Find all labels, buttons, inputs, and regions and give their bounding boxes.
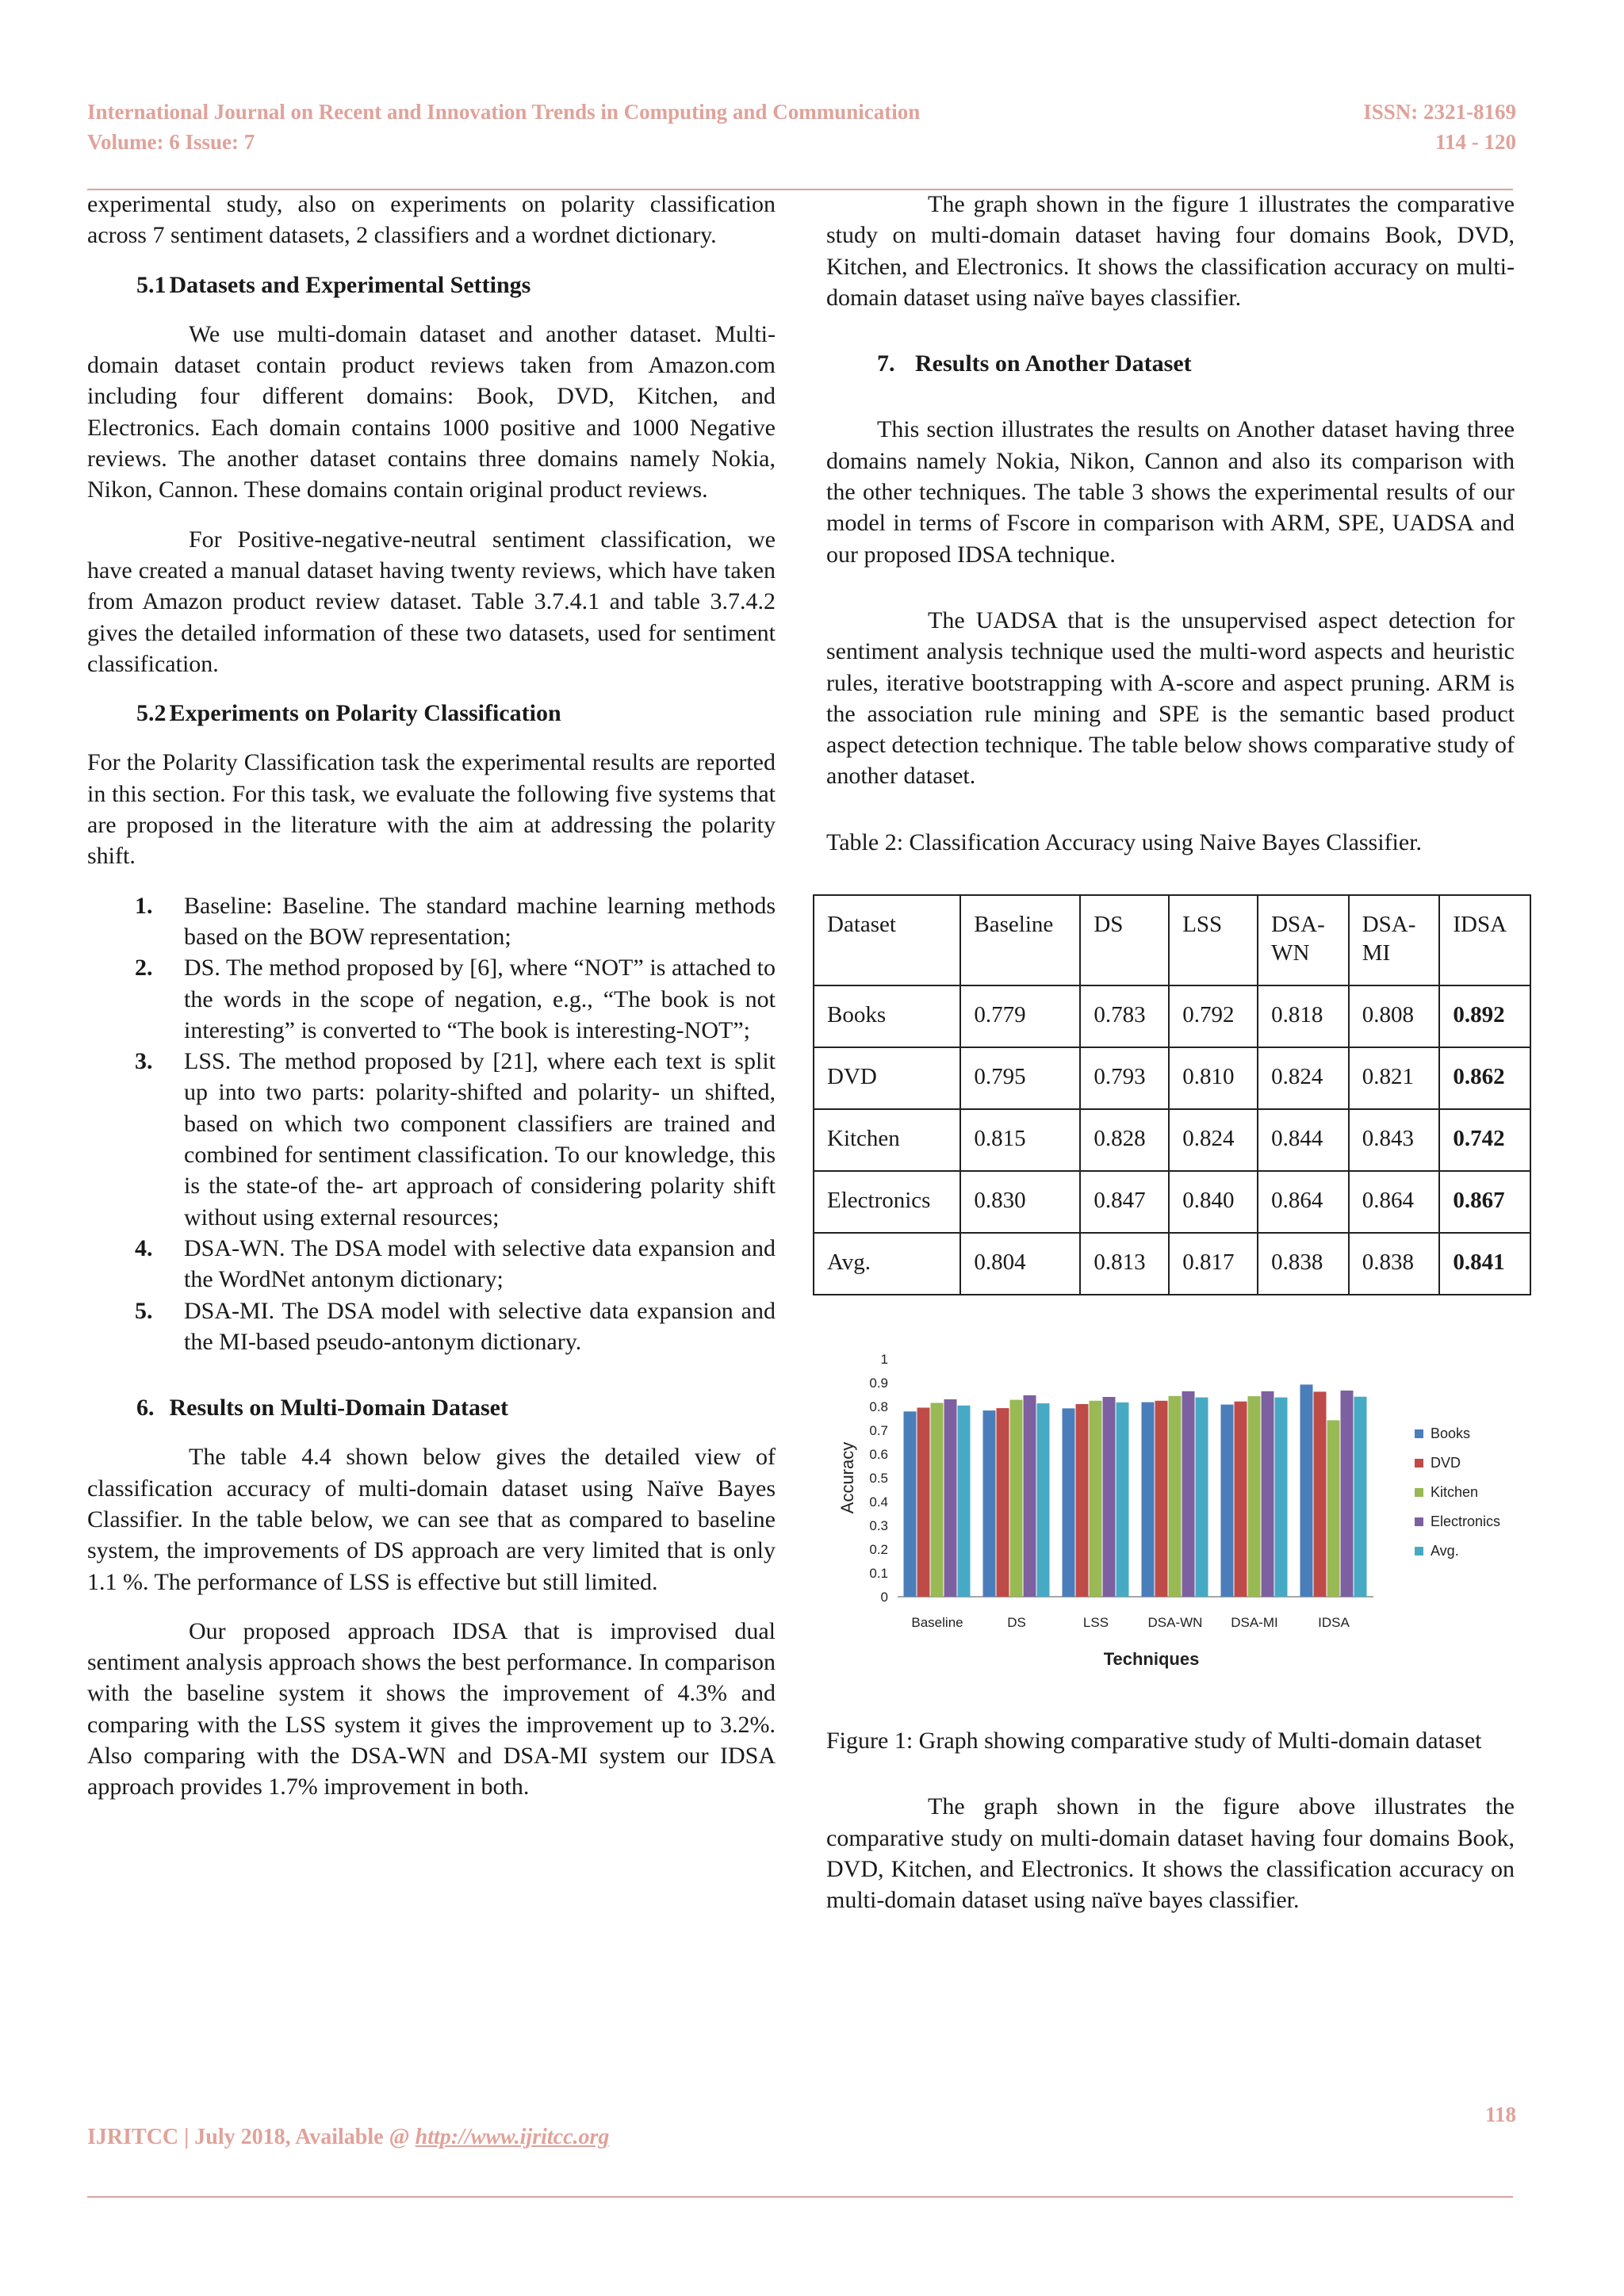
table-cell: 0.795 bbox=[960, 1047, 1080, 1109]
journal-link[interactable]: http://www.ijritcc.org bbox=[415, 2125, 610, 2149]
x-axis-title: Techniques bbox=[1103, 1649, 1200, 1670]
legend-label: Books bbox=[1431, 1425, 1471, 1442]
y-tick-label: 0.3 bbox=[869, 1518, 888, 1534]
bar-avg-idsa bbox=[1354, 1397, 1367, 1597]
bar-kitchen-dsawn bbox=[1169, 1396, 1182, 1597]
table-cell: 0.818 bbox=[1258, 985, 1349, 1047]
table-cell: 0.841 bbox=[1439, 1233, 1530, 1295]
table-cell: Electronics bbox=[814, 1171, 960, 1233]
page-header-left bbox=[87, 97, 920, 157]
bar-electronics-dsawn bbox=[1182, 1391, 1195, 1597]
legend-label: Electronics bbox=[1431, 1513, 1501, 1530]
table-cell: 0.815 bbox=[960, 1109, 1080, 1171]
intro-paragraph: experimental study, also on experiments on polarity classification across 7 sentiment datasets, 2 classifiers and a wordnet dictionary. bbox=[87, 191, 776, 249]
y-tick-label: 0.6 bbox=[869, 1447, 888, 1463]
bar-books-idsa bbox=[1300, 1384, 1313, 1597]
manual-dataset-paragraph: For Positive-negative-neutral sentiment classification, we have created a manual dataset having twenty reviews, which have taken from Amazon product review dataset. Table 3.7.4.1 and table 3.7.4.2 gives the detailed information of these two datasets, used for sentiment classification. bbox=[87, 526, 776, 677]
right-column bbox=[826, 189, 1515, 1916]
table-cell: 0.810 bbox=[1169, 1047, 1258, 1109]
graph-description-1: The graph shown in the figure 1 illustrates the comparative study on multi-domain dataset having four domains Book, DVD, Kitchen, and Electronics. It shows the classification accuracy on multi-domain dataset using naïve bayes classifier. bbox=[826, 191, 1515, 311]
table-cell: Kitchen bbox=[814, 1109, 960, 1171]
bar-dvd-ds bbox=[997, 1408, 1009, 1597]
y-tick-label: 1 bbox=[880, 1352, 888, 1368]
left-column bbox=[87, 189, 776, 1803]
table-header-cell: DS bbox=[1080, 895, 1169, 985]
x-tick-label: Baseline bbox=[911, 1615, 963, 1631]
legend-label: Avg. bbox=[1431, 1543, 1459, 1559]
table-cell: 0.843 bbox=[1349, 1109, 1440, 1171]
legend-swatch bbox=[1415, 1459, 1423, 1468]
table-row bbox=[814, 1047, 1530, 1109]
section-7-heading: 7. Results on Another Dataset bbox=[877, 350, 1192, 377]
legend-swatch bbox=[1415, 1547, 1423, 1556]
table-header-row bbox=[814, 895, 1530, 985]
journal-title: International Journal on Recent and Innovation Trends in Computing and Communication bbox=[87, 100, 921, 124]
list-item: 2. DS. The method proposed by [6], where “NOT” is attached to the words in the scope of negation, e.g., “The book is not interesting” is converted to “The book is interesting-NOT”; bbox=[135, 955, 776, 1043]
table-cell: 0.821 bbox=[1349, 1047, 1440, 1109]
table-row bbox=[814, 1171, 1530, 1233]
bar-dvd-baseline bbox=[917, 1408, 930, 1598]
bar-dvd-lss bbox=[1076, 1404, 1089, 1597]
y-tick-label: 0.1 bbox=[869, 1566, 888, 1582]
bar-avg-dsawn bbox=[1196, 1398, 1208, 1597]
table-caption: Table 2: Classification Accuracy using Naive Bayes Classifier. bbox=[826, 828, 1423, 855]
table-cell: 0.838 bbox=[1258, 1233, 1349, 1295]
table-header-cell: IDSA bbox=[1439, 895, 1530, 985]
table-cell: 0.813 bbox=[1080, 1233, 1169, 1295]
table-cell: 0.867 bbox=[1439, 1171, 1530, 1233]
table-cell: 0.840 bbox=[1169, 1171, 1258, 1233]
table-row bbox=[814, 985, 1530, 1047]
list-item: 4. DSA-WN. The DSA model with selective data expansion and the WordNet antonym dictionary; bbox=[135, 1234, 776, 1293]
table-cell: 0.824 bbox=[1169, 1109, 1258, 1171]
table-row bbox=[814, 1233, 1530, 1295]
table-cell: 0.838 bbox=[1349, 1233, 1440, 1295]
another-dataset-paragraph: This section illustrates the results on Another dataset having three domains namely Nokia, Nikon, Cannon and also its comparison with the other techniques. The table 3 shows the experimental results of our model in terms of Fscore in comparison with ARM, SPE, UADSA and our proposed IDSA technique. bbox=[826, 416, 1515, 568]
systems-list bbox=[87, 890, 776, 1357]
bar-avg-ds bbox=[1037, 1403, 1050, 1597]
table-cell: 0.864 bbox=[1349, 1171, 1440, 1233]
table-cell: 0.847 bbox=[1080, 1171, 1169, 1233]
table-cell: 0.808 bbox=[1349, 985, 1440, 1047]
y-tick-label: 0.2 bbox=[869, 1542, 888, 1558]
y-tick-label: 0.7 bbox=[869, 1423, 888, 1439]
x-tick-label: DSA-WN bbox=[1147, 1615, 1203, 1631]
bar-avg-baseline bbox=[958, 1406, 971, 1597]
bar-electronics-idsa bbox=[1341, 1391, 1354, 1597]
table-header-cell: DSA- MI bbox=[1349, 895, 1440, 985]
table-cell: 0.862 bbox=[1439, 1047, 1530, 1109]
bar-books-lss bbox=[1063, 1408, 1075, 1597]
bar-books-dsawn bbox=[1142, 1402, 1155, 1597]
bar-books-ds bbox=[983, 1410, 996, 1597]
graph-description-2: The graph shown in the figure above illustrates the comparative study on multi-domain dataset having four domains Book, DVD, Kitchen, and Electronics. It shows the classification accuracy on multi-domain dataset using naïve bayes classifier. bbox=[826, 1793, 1515, 1914]
legend-swatch bbox=[1415, 1429, 1423, 1438]
bar-dvd-idsa bbox=[1314, 1391, 1327, 1597]
table-cell: 0.783 bbox=[1080, 985, 1169, 1047]
y-tick-label: 0.4 bbox=[869, 1494, 888, 1510]
bar-electronics-baseline bbox=[944, 1399, 957, 1597]
table-cell: 0.742 bbox=[1439, 1109, 1530, 1171]
chart-svg bbox=[826, 1341, 1515, 1690]
bar-avg-dsami bbox=[1275, 1398, 1288, 1597]
page-footer bbox=[87, 2125, 609, 2150]
table-cell: 0.828 bbox=[1080, 1109, 1169, 1171]
bar-kitchen-lss bbox=[1090, 1401, 1102, 1597]
section-5-1-heading: 5.1 Datasets and Experimental Settings bbox=[136, 271, 531, 298]
table-4-4-paragraph: The table 4.4 shown below gives the detailed view of classification accuracy of multi-domain dataset using Naïve Bayes Classifier. In the table below, we can see that as compared to baseline system, the improvements of DS approach are very limited that is only 1.1 %. The performance of LSS is effective but still limited. bbox=[87, 1444, 776, 1595]
bar-kitchen-idsa bbox=[1327, 1420, 1340, 1597]
list-item: 3. LSS. The method proposed by [21], where each text is split up into two parts: polarity-shifted and polarity- un shifted, based on which two component classifiers are trained and combined for sentiment classification. To our knowledge, this is the state-of the- art approach of considering polarity shift without using external resources; bbox=[135, 1048, 776, 1230]
page-number: 118 bbox=[1484, 2103, 1516, 2126]
table-header-cell: DSA- WN bbox=[1258, 895, 1349, 985]
accuracy-bar-chart bbox=[826, 1341, 1515, 1690]
uadsa-paragraph: The UADSA that is the unsupervised aspect detection for sentiment analysis technique used the multi-word aspects and heuristic rules, iterative bootstrapping with A-score and aspect pruning. ARM is the association rule mining and SPE is the semantic based product aspect detection technique. The table below shows comparative study of another dataset. bbox=[826, 607, 1515, 790]
bar-dvd-dsami bbox=[1235, 1402, 1247, 1597]
table-cell: 0.892 bbox=[1439, 985, 1530, 1047]
y-tick-label: 0.5 bbox=[869, 1471, 888, 1487]
idsa-paragraph: Our proposed approach IDSA that is improvised dual sentiment analysis approach shows the best performance. In comparison with the baseline system it shows the improvement of 4.3% and comparing with the LSS system it gives the improvement up to 3.2%. Also comparing with the DSA-WN and DSA-MI system our IDSA approach provides 1.7% improvement in both. bbox=[87, 1617, 776, 1800]
volume-issue: Volume: 6 Issue: 7 bbox=[87, 130, 255, 154]
footer-rule bbox=[87, 2196, 1513, 2198]
bar-electronics-dsami bbox=[1262, 1391, 1274, 1597]
table-cell: 0.844 bbox=[1258, 1109, 1349, 1171]
bar-avg-lss bbox=[1116, 1402, 1129, 1597]
page-range: 114 - 120 bbox=[1434, 130, 1516, 154]
y-tick-label: 0.8 bbox=[869, 1399, 888, 1415]
bar-kitchen-dsami bbox=[1248, 1396, 1261, 1597]
figure-caption: Figure 1: Graph showing comparative study of Multi-domain dataset bbox=[826, 1728, 1482, 1755]
list-item: 5. DSA-MI. The DSA model with selective data expansion and the MI-based pseudo-antonym dictionary. bbox=[135, 1297, 776, 1355]
y-tick-label: 0 bbox=[880, 1590, 888, 1605]
issn: ISSN: 2321-8169 bbox=[1363, 100, 1516, 124]
legend-swatch bbox=[1415, 1488, 1423, 1497]
table-cell: 0.792 bbox=[1169, 985, 1258, 1047]
x-tick-label: DSA-MI bbox=[1231, 1615, 1278, 1631]
section-5-2-heading: 5.2 Experiments on Polarity Classification bbox=[136, 700, 561, 727]
accuracy-table bbox=[813, 894, 1531, 1295]
x-tick-label: IDSA bbox=[1318, 1615, 1350, 1631]
bar-electronics-lss bbox=[1103, 1397, 1116, 1597]
table-cell: 0.793 bbox=[1080, 1047, 1169, 1109]
table-cell: 0.864 bbox=[1258, 1171, 1349, 1233]
x-tick-label: LSS bbox=[1082, 1615, 1109, 1631]
page-header-right bbox=[1363, 97, 1516, 157]
table-cell: Avg. bbox=[814, 1233, 960, 1295]
table-cell: 0.824 bbox=[1258, 1047, 1349, 1109]
polarity-paragraph: For the Polarity Classification task the experimental results are reported in this section. For this task, we evaluate the following five systems that are proposed in the literature with the aim at addressing the polarity shift. bbox=[87, 749, 776, 870]
footer-text: IJRITCC | July 2018, Available @ bbox=[87, 2125, 416, 2149]
table-header-cell: Dataset bbox=[814, 895, 960, 985]
x-tick-label: DS bbox=[1007, 1615, 1026, 1631]
y-axis-title: Accuracy bbox=[837, 1441, 857, 1514]
y-tick-label: 0.9 bbox=[869, 1376, 888, 1391]
bar-kitchen-baseline bbox=[931, 1403, 944, 1598]
table-cell: DVD bbox=[814, 1047, 960, 1109]
table-header-cell: Baseline bbox=[960, 895, 1080, 985]
legend-label: Kitchen bbox=[1431, 1484, 1479, 1501]
table-header-cell: LSS bbox=[1169, 895, 1258, 985]
section-6-heading: 6. Results on Multi-Domain Dataset bbox=[136, 1395, 508, 1422]
table-cell: 0.804 bbox=[960, 1233, 1080, 1295]
legend-label: DVD bbox=[1431, 1455, 1461, 1471]
datasets-paragraph: We use multi-domain dataset and another dataset. Multi-domain dataset contain product reviews taken from Amazon.com including four different domains: Book, DVD, Kitchen, and Electronics. Each domain contains 1000 positive and 1000 Negative reviews. The another dataset contains three domains namely Nokia, Nikon, Cannon. These domains contain original product reviews. bbox=[87, 320, 776, 503]
bar-books-dsami bbox=[1221, 1405, 1234, 1597]
table-cell: Books bbox=[814, 985, 960, 1047]
table-cell: 0.779 bbox=[960, 985, 1080, 1047]
list-item: 1. Baseline: Baseline. The standard machine learning methods based on the BOW representation; bbox=[135, 892, 776, 950]
table-row bbox=[814, 1109, 1530, 1171]
bar-electronics-ds bbox=[1024, 1395, 1036, 1597]
legend-swatch bbox=[1415, 1517, 1423, 1526]
table-cell: 0.817 bbox=[1169, 1233, 1258, 1295]
bar-books-baseline bbox=[904, 1411, 917, 1597]
bar-dvd-dsawn bbox=[1155, 1401, 1168, 1597]
table-cell: 0.830 bbox=[960, 1171, 1080, 1233]
bar-kitchen-ds bbox=[1010, 1400, 1023, 1597]
